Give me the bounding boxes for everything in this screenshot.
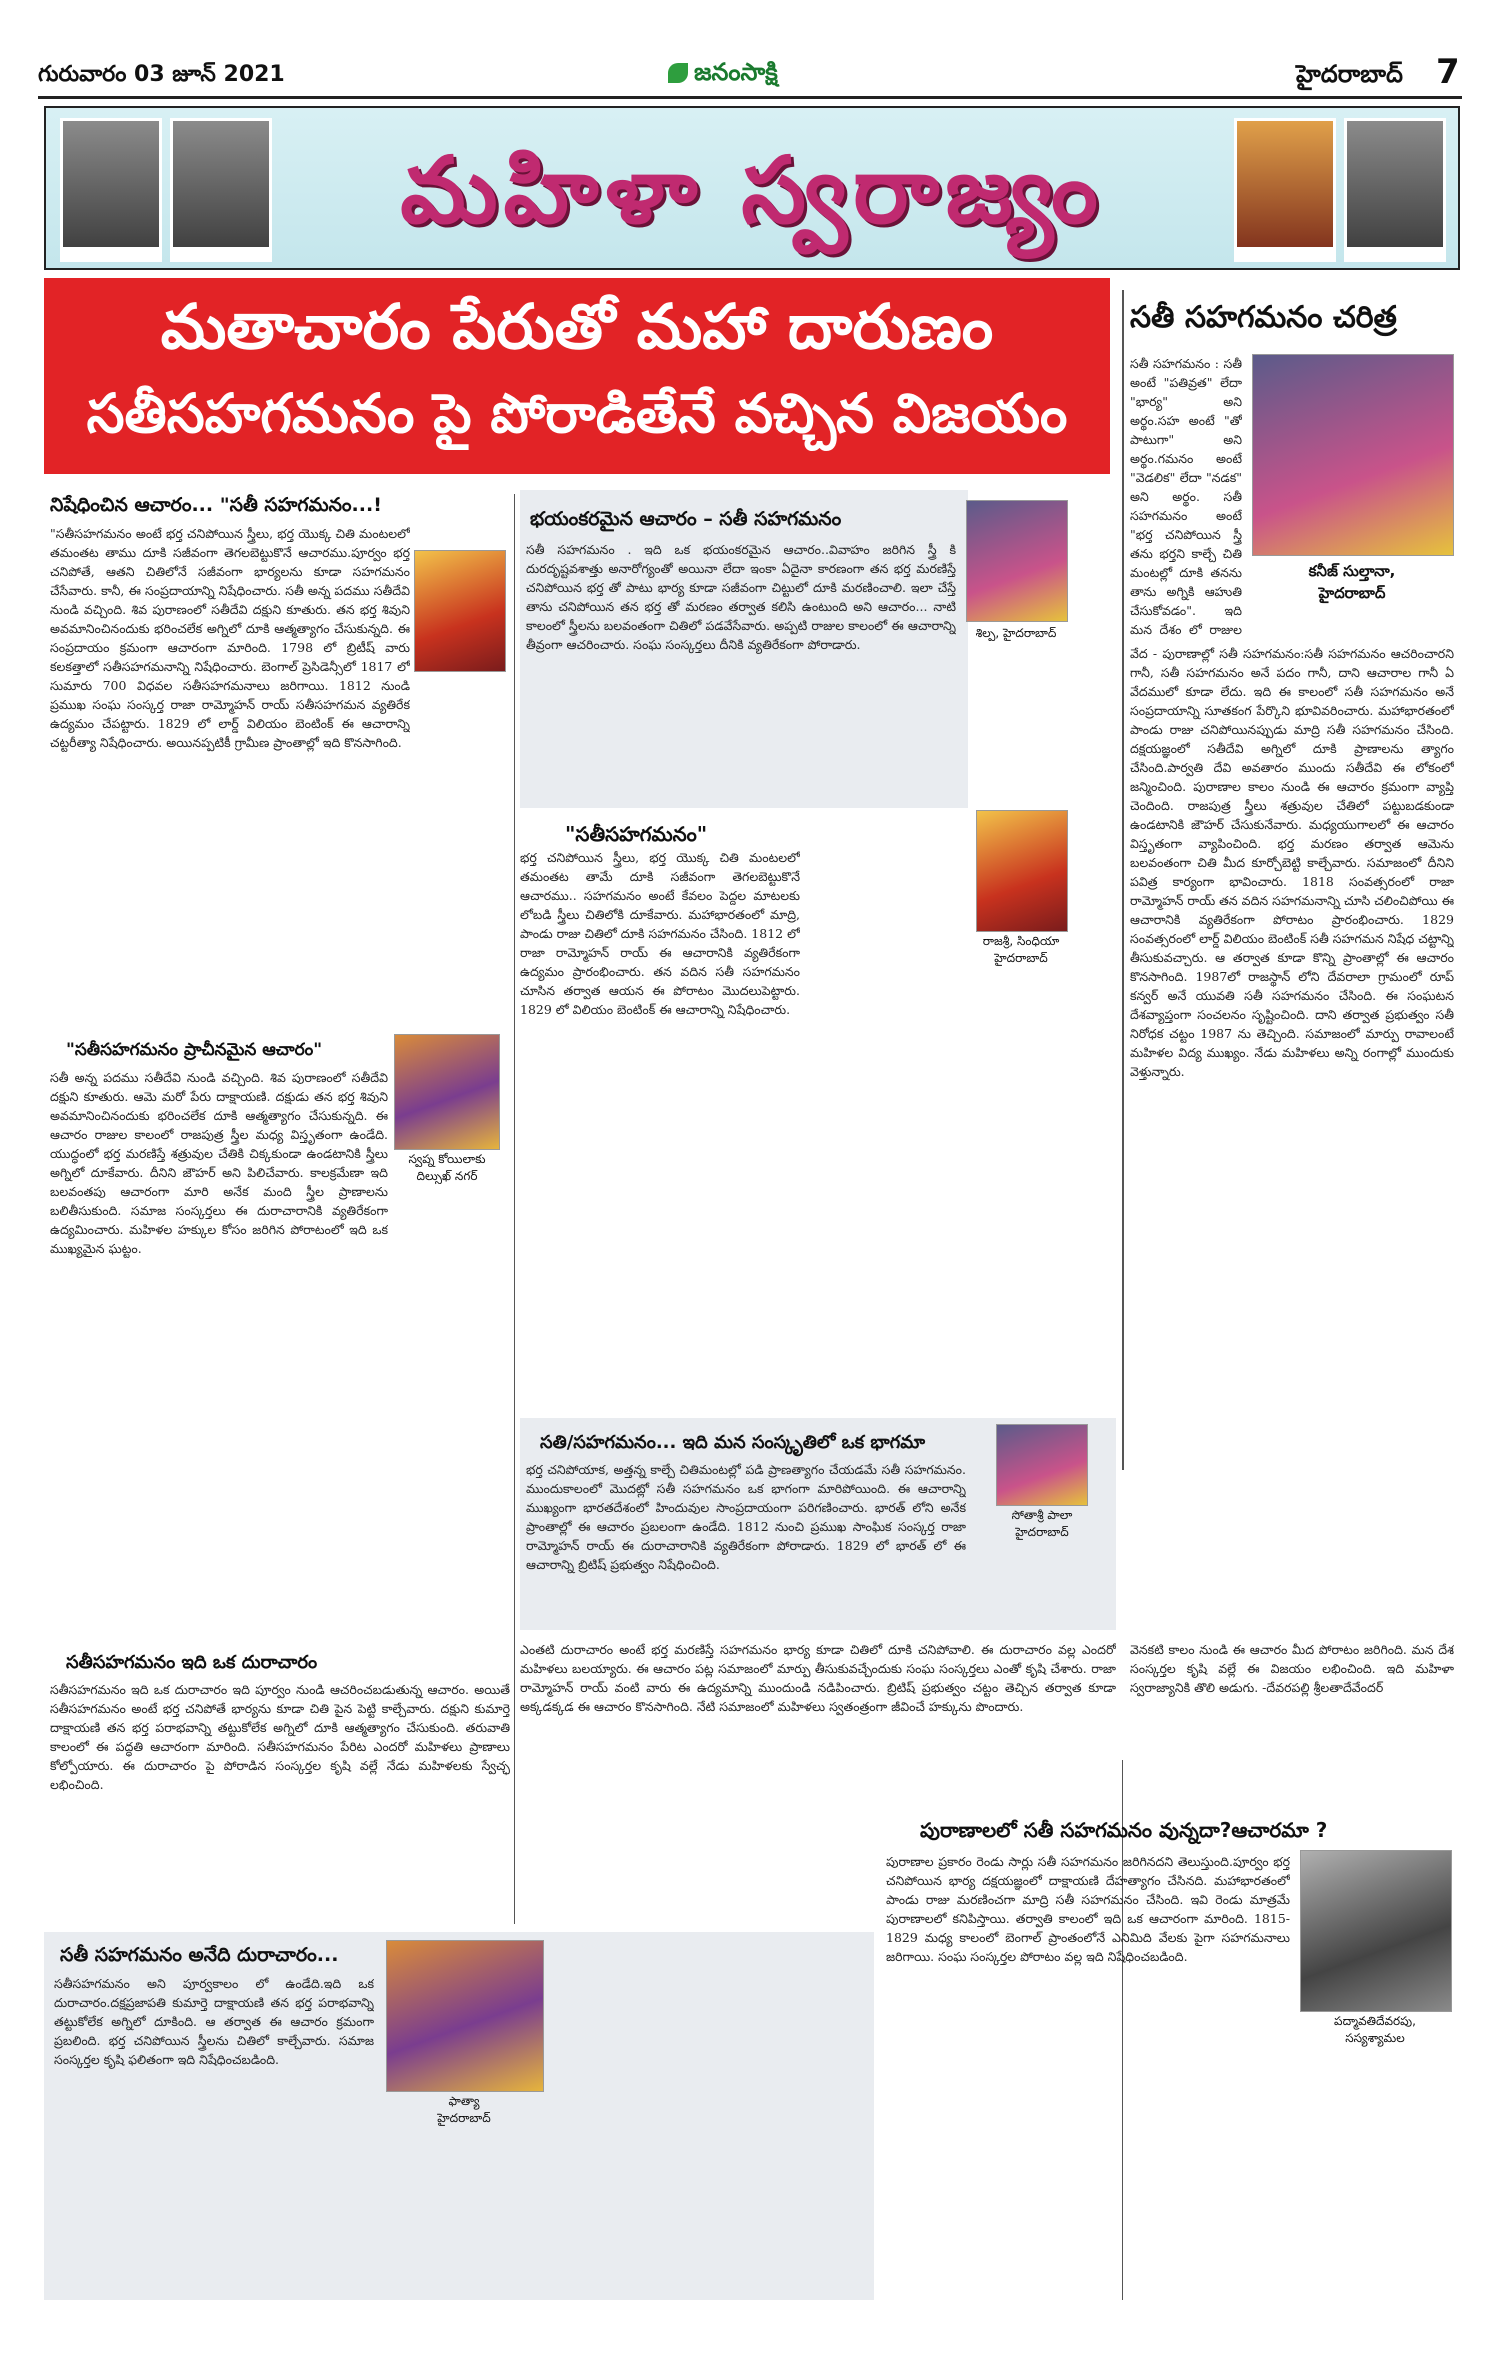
col2-sub2-body: భర్త చనిపోయాక, అత్తన్న కాల్చే చితిమంటల్లో పడి ప్రాణత్యాగం చేయడమే సతీ సహగమనం. ముందుకాలంలో మొదట్లో సతీ సహగమనం ఒక భాగంగా మారిపోయింది. ఈ ఆచారాన్ని ముఖ్యంగా భారతదేశంలో హిందువుల సాంప్రదాయంగా పరిగణించారు. భారత్ లోని అనేక ప్రాంతాల్లో ఈ ఆచారం ప్రబలంగా ఉండేది. 1812 నుంచి ప్రముఖ సాంఘిక సంస్కర్త రాజా రామ్మోహన్ రాయ్ ఈ దురాచారానికి వ్యతిరేకంగా పోరాడారు. 1829 లో భారత్ లో ఈ ఆచారాన్ని బ్రిటిష్ ప్రభుత్వం నిషేధించింది. bbox=[526, 1462, 966, 1572]
newspaper-logo bbox=[668, 58, 778, 92]
header-divider bbox=[38, 96, 1462, 99]
col4-body: పురాణాల ప్రకారం రెండు సార్లు సతీ సహగమనం జరిగినదని తెలుస్తుంది.పూర్వం భర్త చనిపోయిన భార్య దక్షయజ్ఞంలో దాక్షాయణి దేహత్యాగం చేసినది. మహాభారతంలో పాండు రాజు మరణించగా మాద్రి సతీ సహగమనం చేసింది. ఇవి రెండు మాత్రమే పురాణాలలో కనిపిస్తాయి. తర్వాతి కాలంలో ఇది ఒక ఆచారంగా మారింది. 1815-1829 మధ్య కాలంలో బెంగాల్ ప్రాంతంలోనే ఎనిమిది వేలకు పైగా సహగమనాలు జరిగాయి. సంఘ సంస్కర్తల పోరాటం వల్ల ఇది నిషేధించబడింది. bbox=[886, 1854, 1290, 1964]
page-number: 7 bbox=[1436, 52, 1460, 92]
col3-subtitle: సతీ సహగమనం అనేది దురాచారం... bbox=[60, 1944, 339, 1966]
history-author-city: హైదరాబాద్ bbox=[1318, 584, 1386, 602]
col1-sub-photo-caption: స్వప్న కోయిలాకు దిల్సుఖ్ నగర్ bbox=[408, 1152, 486, 1183]
col1-body: "సతీసహగమనం అంటే భర్త చనిపోయిన స్త్రీలు, భర్త యొక్క చితి మంటలలో తమంతట తాము దూకి సజీవంగా తెగలబెట్టుకొనే ఆచారము.పూర్వం భర్త చనిపోతే, ఆతని చితిలోనే సజీవంగా భార్యలను కూడా సహగమనం చేసేవారు. కానీ, ఈ సంప్రదాయాన్ని నిషేధించారు. సతీ అన్న పదము సతీదేవి నుండి వచ్చింది. శివ పురాణంలో సతీదేవి దక్షుని కూతురు. తన భర్త శివుని అవమానించినందుకు భరించలేక అగ్నిలో దూకి ఆత్మత్యాగం చేసుకున్నది. ఈ సంప్రదాయం క్రమంగా ఆచారంగా మారింది. 1798 లో బ్రిటీష్ వారు కలకత్తాలో సతీసహగమనాన్ని నిషేధించారు. బెంగాల్ ప్రెసిడెన్సీలో 1817 లో సుమారు 700 విధవల సతీసహగమనాలు జరిగాయి. 1812 నుండి ప్రముఖ సంఘ సంస్కర్త రాజా రామ్మోహన్ రాయ్ సతీసహగమన వ్యతిరేక ఉద్యమం చేపట్టారు. 1829 లో లార్డ్ విలియం బెంటింక్ ఈ ఆచారాన్ని చట్టరీత్యా నిషేధించారు. అయినప్పటికీ గ్రామీణ ప్రాంతాల్లో ఇది కొనసాగింది. bbox=[50, 526, 410, 750]
col3-sub-photo bbox=[386, 1940, 544, 2092]
col1-body-cont bbox=[50, 910, 510, 1030]
column-divider bbox=[1122, 290, 1124, 1470]
history-body: వేద - పురాణాల్లో సతీ సహగమనం:సతీ సహగమనం ఆచరించారని గానీ, సతీ సహగమనం అనే పదం గానీ, దాని ఆచారాల గానీ ఏ వేదములో కూడా లేదు. ఇది ఈ కాలంలో సతీ సహగమనం అనే సంప్రదాయాన్ని సూతకంగ పేర్కొని భూవివరించారు. మహాభారతంలో పాండు రాజు చనిపోయినప్పుడు మాద్రి సతీ సహగమనం చేసింది. దక్షయజ్ఞంలో సతీదేవి అగ్నిలో దూకి ప్రాణాలను త్యాగం చేసింది.పార్వతి దేవి అవతారం ముందు సతీదేవి ఈ లోకంలో జన్మించింది. పురాణాల కాలం నుండి ఈ ఆచారం క్రమంగా వ్యాప్తి చెందింది. రాజపుత్ర స్త్రీలు శత్రువుల చేతిలో పట్టుబడకుండా ఉండటానికి జౌహర్ చేసుకునేవారు. మధ్యయుగాలలో ఈ ఆచారం విస్తృతంగా వ్యాపించింది. భర్త మరణం తర్వాత ఆమెను బలవంతంగా చితి మీద కూర్చోబెట్టి కాల్చేవారు. సమాజంలో దీనిని పవిత్ర కార్యంగా భావించారు. 1818 సంవత్సరంలో రాజా రామ్మోహన్ రాయ్ తన వదిన సహగమనాన్ని చూసి చలించిపోయి ఈ ఆచారానికి వ్యతిరేకంగా పోరాటం ప్రారంభించారు. 1829 సంవత్సరంలో లార్డ్ విలియం బెంటింక్ సతీ సహగమన నిషేధ చట్టాన్ని తీసుకువచ్చారు. ఆ తర్వాత కూడా కొన్ని ప్రాంతాల్లో ఈ ఆచారం కొనసాగింది. 1987లో రాజస్థాన్ లోని దేవరాలా గ్రామంలో రూప్ కన్వర్ అనే యువతి సతీ సహగమనం చేసింది. ఈ సంఘటన దేశవ్యాప్తంగా సంచలనం సృష్టించింది. దాని తర్వాత ప్రభుత్వం సతీ నిరోధక చట్టం 1987 ను తెచ్చింది. సమాజంలో మార్పు రావాలంటే మహిళల విద్య ముఖ్యం. నేడు మహిళలు అన్ని రంగాల్లో ముందుకు వెళ్తున్నారు. bbox=[1130, 646, 1454, 1079]
col4-author-photo bbox=[1300, 1850, 1452, 2012]
col2-author-photo bbox=[966, 500, 1068, 622]
city-name: హైదరాబాద్ bbox=[1296, 60, 1403, 88]
col4-title: పురాణాలలో సతీ సహగమనం వున్నదా?ఆచారమా ? bbox=[920, 1818, 1328, 1842]
col4-body-cont bbox=[886, 2040, 1456, 2298]
col2-author-caption: శిల్ప, హైదరాబాద్ bbox=[975, 626, 1057, 640]
col1-author-photo bbox=[414, 550, 506, 672]
history-author-name: కనీజ్ సుల్తానా, bbox=[1308, 562, 1396, 580]
col1-sub2-body: సతీసహగమనం ఇది ఒక దురాచారం ఇది పూర్వం నుండి ఆచరించబడుతున్న ఆచారం. అయితే సతీసహగమనం అంటే భర్త చనిపోతే భార్యను కూడా చితి పైన పెట్టి కాల్చేవారు. దక్షుని కుమార్తె దాక్షాయణి తన భర్త పరాభవాన్ని తట్టుకోలేక అగ్నిలో దూకి ఆత్మత్యాగం చేసుకుంది. తరువాతి కాలంలో ఈ పద్ధతి ఆచారంగా మారింది. సతీసహగమనం పేరిట ఎందరో మహిళలు ప్రాణాలు కోల్పోయారు. ఈ దురాచారం పై పోరాడిన సంస్కర్తల కృషి వల్లే నేడు మహిళలకు స్వేచ్ఛ లభించింది. bbox=[50, 1682, 510, 1792]
issue-date: గురువారం 03 జూన్ 2021 bbox=[38, 62, 285, 87]
history-author-photo bbox=[1252, 354, 1454, 556]
col1-sub-body: సతీ అన్న పదము సతీదేవి నుండి వచ్చింది. శివ పురాణంలో సతీదేవి దక్షుని కూతురు. ఆమె మరో పేరు దాక్షాయణి. దక్షుడు తన భర్త శివుని అవమానించినందుకు భరించలేక దూకి ఆత్మత్యాగం చేసుకున్నది. ఈ ఆచారం రాజుల కాలంలో రాజపుత్ర స్త్రీల మధ్య విస్తృతంగా ఉండేది. యుద్ధంలో భర్త మరణిస్తే శత్రువుల చేతికి చిక్కకుండా ఉండటానికి స్త్రీలు అగ్నిలో దూకేవారు. దీనిని జౌహర్ అని పిలిచేవారు. కాలక్రమేణా ఇది బలవంతపు ఆచారంగా మారి అనేక మంది స్త్రీల ప్రాణాలను బలితీసుకుంది. సమాజ సంస్కర్తలు ఈ దురాచారానికి వ్యతిరేకంగా ఉద్యమించారు. మహిళల హక్కుల కోసం జరిగిన పోరాటంలో ఇది ఒక ముఖ్యమైన ఘట్టం. bbox=[50, 1070, 388, 1256]
col1-subtitle: "సతీసహగమనం ప్రాచీనమైన ఆచారం" bbox=[66, 1040, 323, 1060]
headline-line-2: సతీసహగమనం పై పోరాడితేనే వచ్చిన విజయం bbox=[86, 382, 1068, 445]
headline-line-1: మతాచారం పేరుతో మహా దారుణం bbox=[160, 290, 994, 363]
col1-title: నిషేధించిన ఆచారం... "సతీ సహగమనం...! bbox=[50, 494, 382, 516]
col2-subtitle-2: సతి/సహగమనం... ఇది మన సంస్కృతిలో ఒక భాగమా bbox=[540, 1432, 926, 1453]
col2-subtitle: "సతీసహగమనం" bbox=[565, 822, 708, 846]
col2-sub2-photo-caption: సోతాశ్రీ పాలా హైదరాబాద్ bbox=[1011, 1508, 1073, 1539]
col2-sub-body-cont bbox=[808, 822, 968, 1408]
history-byline: వెనకటి కాలం నుండి ఈ ఆచారం మీద పోరాటం జరిగింది. మన దేశ సంస్కర్తల కృషి వల్లే ఈ విజయం లభించింది. ఇది మహిళా స్వరాజ్యానికి తొలి అడుగు. -దేవరపల్లి శ్రీలతాదేవేందర్ bbox=[1130, 1642, 1454, 1695]
col3-sub-body-cont bbox=[552, 1940, 868, 2294]
col4-author-caption: పద్మావతిదేవరపు, సస్యశ్యామల bbox=[1334, 2014, 1416, 2045]
column-divider-2 bbox=[514, 494, 515, 1924]
col2-title: భయంకరమైన ఆచారం – సతీ సహగమనం bbox=[530, 508, 842, 530]
leaf-icon bbox=[668, 63, 688, 83]
col1-sub-photo bbox=[394, 1034, 500, 1150]
col2-body: సతీ సహగమనం . ఇది ఒక భయంకరమైన ఆచారం..వివాహం జరిగిన స్త్రీ కి దురదృష్టవశాత్తు అనారోగ్యంతో అయినా లేదా ఇంకా ఏదైనా కారణంగా తన భర్త మరణిస్తే చనిపోయిన భర్త తో పాటు భార్య కూడా సజీవంగా చిట్టులో దూకి మరణించాలి. ఇలా చేస్తే తాను చనిపోయిన తన భర్త తో మరణం తర్వాత కలిసి ఉంటుంది అని ఆచారం... నాటి కాలంలో స్త్రీలను బలవంతంగా చితిలో పడవేసేవారు. అప్పటి రాజుల కాలంలో ఈ ఆచారాన్ని తీవ్రంగా ఆచరించారు. సంఘ సంస్కర్తలు దీనికి వ్యతిరేకంగా పోరాడారు. bbox=[526, 542, 956, 652]
col1-subtitle-2: సతీసహగమనం ఇది ఒక దురాచారం bbox=[66, 1652, 318, 1673]
col2-sub-photo bbox=[976, 810, 1068, 932]
col2-sub-body: భర్త చనిపోయిన స్త్రీలు, భర్త యొక్క చితి మంటలలో తమంతట తామే దూకి సజీవంగా తెగలబెట్టుకొనే ఆచారము.. సహగమనం అంటే కేవలం పెద్దల మాటలకు లోబడి స్త్రీలు చితిలోకి దూకేవారు. మహాభారతంలో మాద్రి, పాండు రాజు చితిలో దూకి సహగమనం చేసింది. 1812 లో రాజా రామ్మోహన్ రాయ్ ఈ ఆచారానికి వ్యతిరేకంగా ఉద్యమం ప్రారంభించారు. తన వదిన సతీ సహగమనం చూసిన తర్వాత ఆయన ఈ పోరాటం మొదలుపెట్టారు. 1829 లో విలియం బెంటింక్ ఈ ఆచారాన్ని నిషేధించారు. bbox=[520, 850, 800, 1017]
banner-title: మహిళా స్వరాజ్యం bbox=[400, 136, 1104, 244]
col3-sub-body: సతీసహగమనం అని పూర్వకాలం లో ఉండేది.ఇది ఒక దురాచారం.దక్షప్రజాపతి కుమార్తె దాక్షాయణి తన భర్త పరాభవాన్ని తట్టుకోలేక అగ్నిలో దూకింది. ఆ తర్వాత ఈ ఆచారం క్రమంగా ప్రబలింది. భర్త చనిపోయిన స్త్రీలను చితిలో కాల్చేవారు. సమాజ సంస్కర్తల కృషి ఫలితంగా ఇది నిషేధించబడింది. bbox=[54, 1976, 374, 2067]
col2-sub2-photo bbox=[996, 1424, 1088, 1506]
history-intro: సతీ సహగమనం : సతీ అంటే "పతివ్రత" లేదా "భార్య" అని అర్థం.సహ అంటే "తో పాటుగా" అని అర్థం.గమనం అంటే "వెడలిక" లేదా "నడక" అని అర్థం. సతీ సహగమనం అంటే "భర్త చనిపోయిన స్త్రీ తను భర్తని కాల్చే చితి మంటల్లో దూకి తనను తాను అగ్నికి ఆహుతి చేసుకోవడం". ఇది మన దేశం లో రాజుల bbox=[1130, 356, 1242, 637]
col2-sub-photo-caption: రాజశ్రీ, సింధియా హైదరాబాద్ bbox=[982, 934, 1060, 965]
section-banner bbox=[44, 106, 1460, 270]
col3-body: ఎంతటి దురాచారం అంటే భర్త మరణిస్తే సహగమనం భార్య కూడా చితిలో దూకి చనిపోవాలి. ఈ దురాచారం వల్ల ఎందరో మహిళలు బలయ్యారు. ఈ ఆచారం పట్ల సమాజంలో మార్పు తీసుకువచ్చేందుకు సంఘ సంస్కర్తలు ఎంతో కృషి చేశారు. రాజా రామ్మోహన్ రాయ్ వంటి వారు ఈ ఉద్యమాన్ని ముందుండి నడిపించారు. బ్రిటిష్ ప్రభుత్వం చట్టం తెచ్చిన తర్వాత కూడా అక్కడక్కడ ఈ ఆచారం కొనసాగింది. నేటి సమాజంలో మహిళలు స్వతంత్రంగా జీవించే హక్కును పొందారు. bbox=[520, 1642, 1116, 1714]
history-title: సతీ సహగమనం చరిత్ర bbox=[1130, 300, 1397, 335]
col3-sub-photo-caption: ఫాత్యా హైదరాబాద్ bbox=[437, 2094, 491, 2125]
logo-text: జనంసాక్షి bbox=[694, 58, 778, 86]
